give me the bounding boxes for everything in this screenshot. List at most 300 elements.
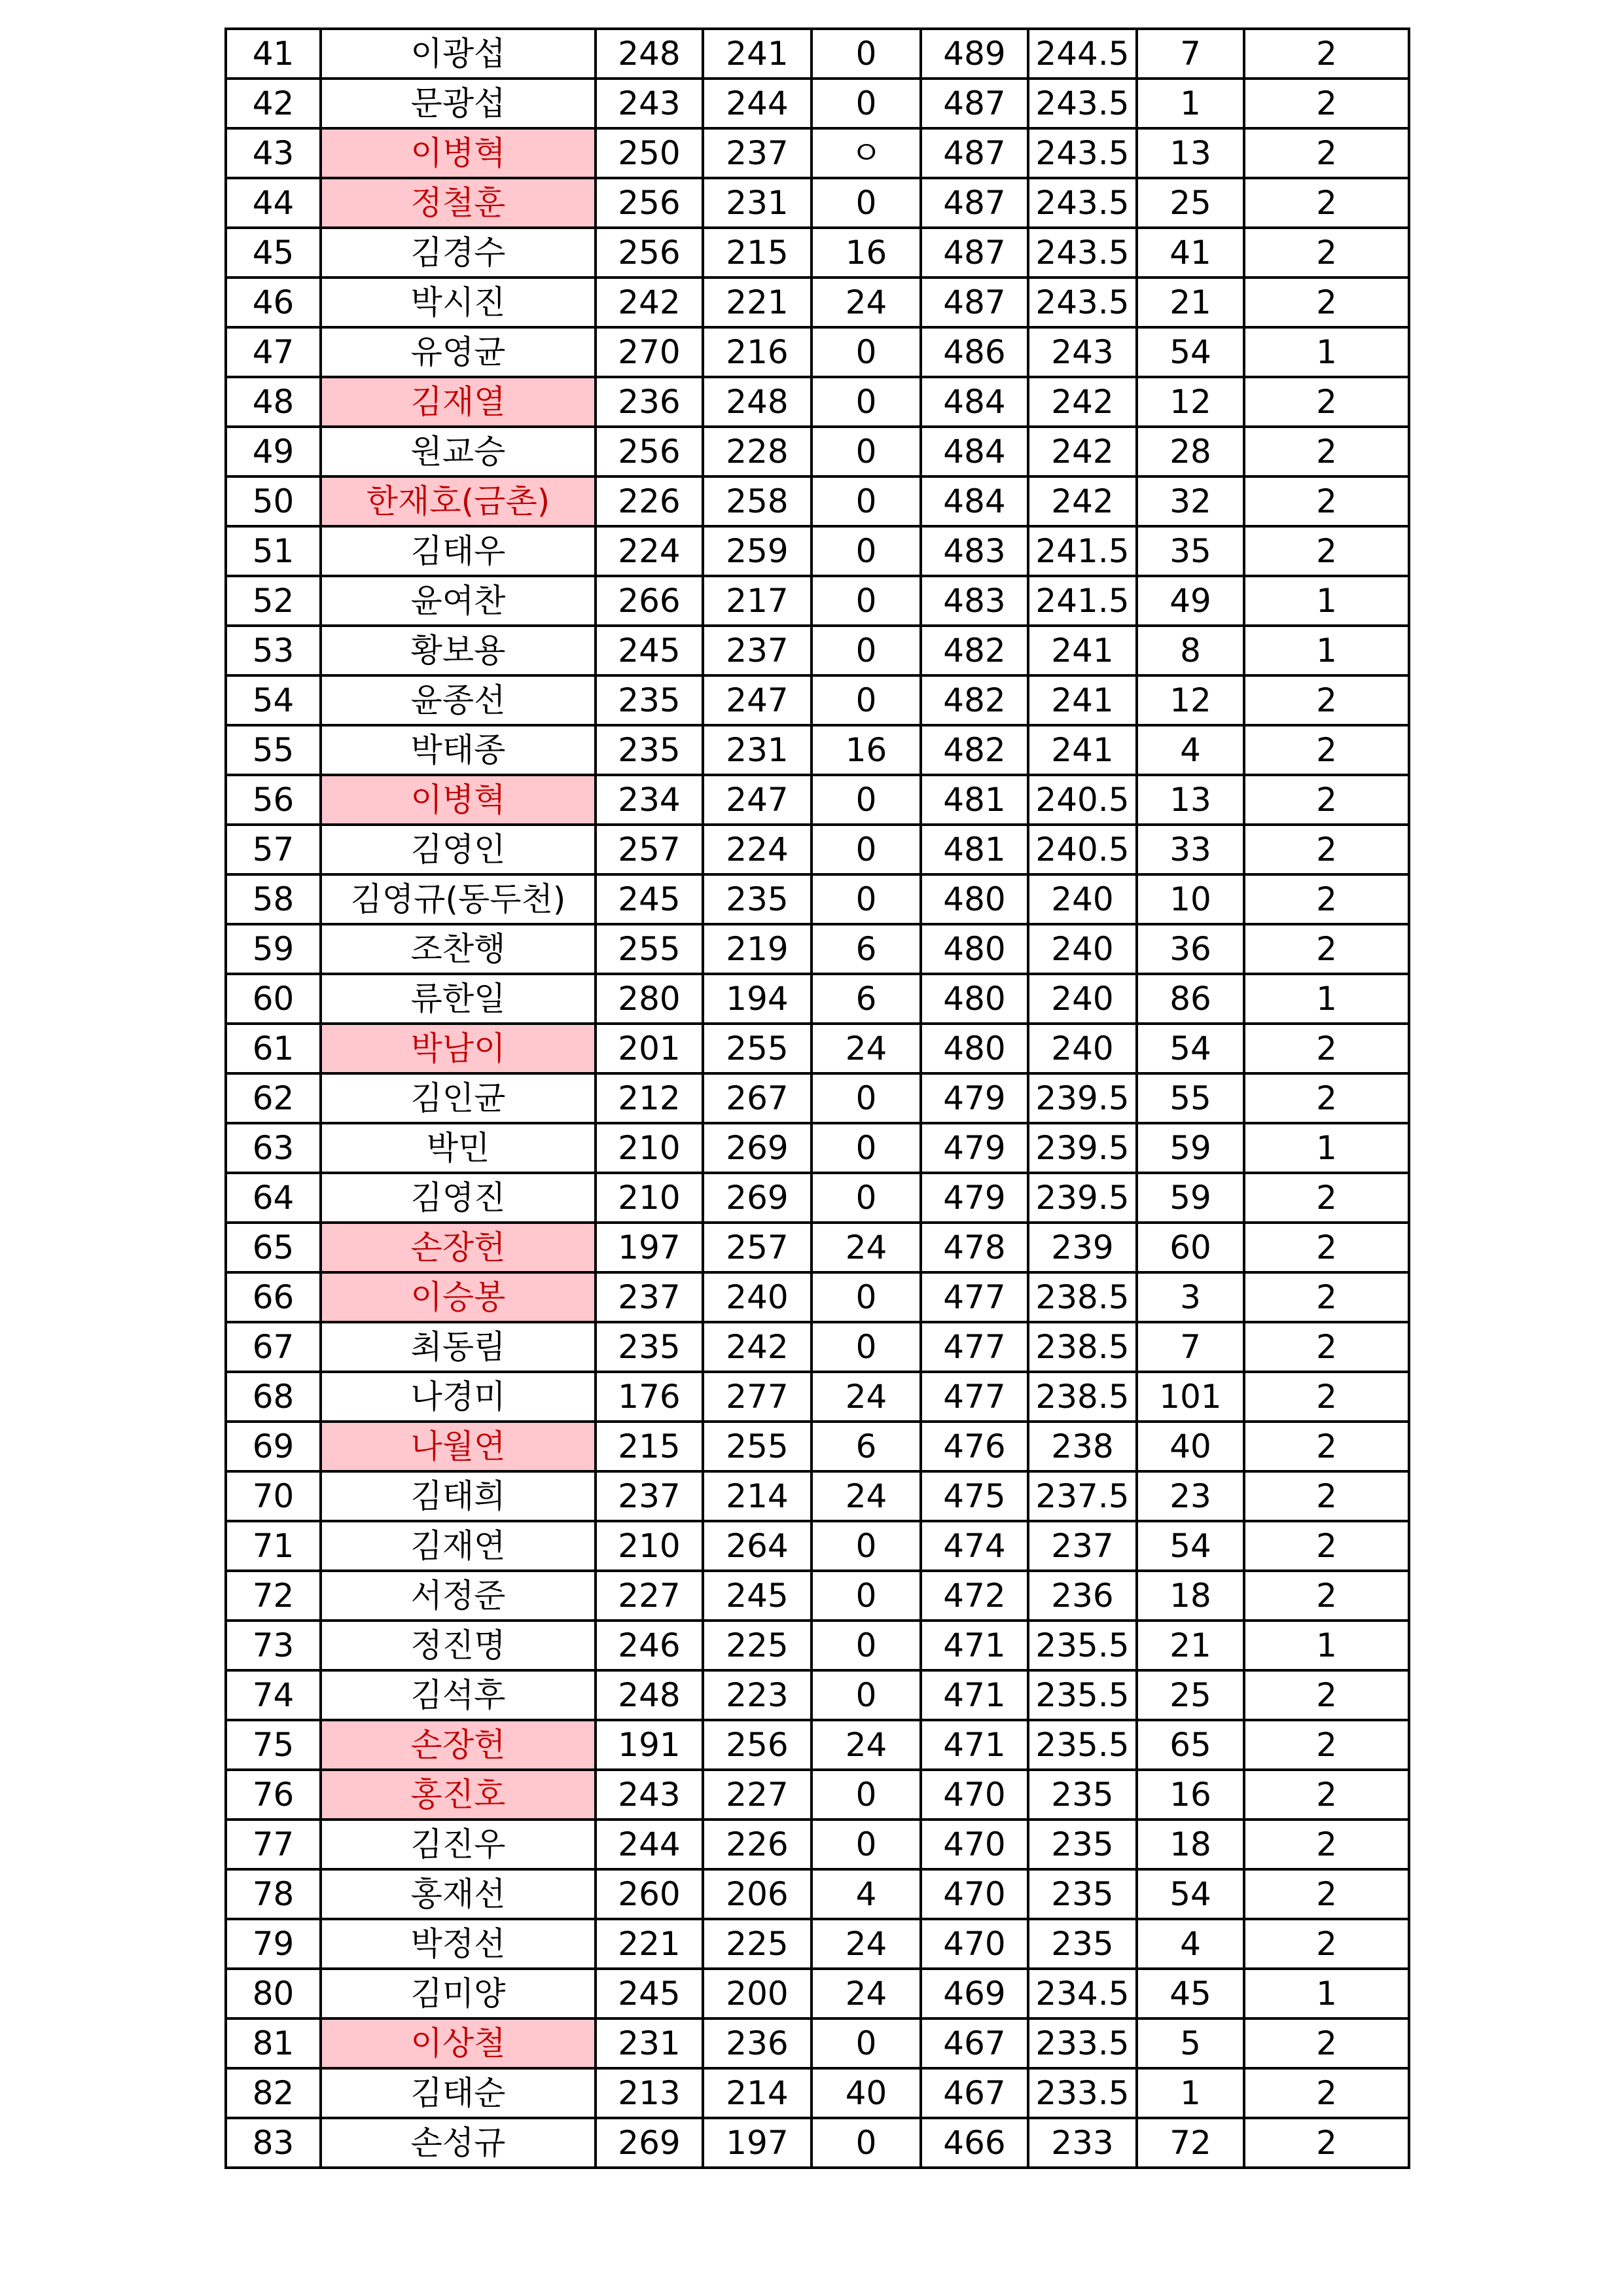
score-2-cell: 269 [703, 1123, 812, 1173]
total-cell: 474 [921, 1521, 1028, 1571]
group-cell: 1 [1244, 576, 1409, 626]
table-row [226, 327, 1409, 377]
difference-cell: 59 [1137, 1173, 1244, 1223]
total-cell: 487 [921, 79, 1028, 128]
group-cell: 2 [1244, 1670, 1409, 1720]
score-2-cell: 256 [703, 1720, 812, 1770]
difference-cell: 54 [1137, 1024, 1244, 1073]
score-2-cell: 206 [703, 1869, 812, 1919]
name-cell: 이병혁 [321, 128, 596, 178]
group-cell: 2 [1244, 825, 1409, 874]
bonus-cell: 0 [812, 874, 921, 924]
name-cell: 문광섭 [321, 79, 596, 128]
average-cell: 239.5 [1028, 1073, 1137, 1123]
score-1-cell: 201 [596, 1024, 703, 1073]
bonus-cell: 0 [812, 1173, 921, 1223]
score-2-cell: 236 [703, 2018, 812, 2068]
average-cell: 241 [1028, 725, 1137, 775]
score-1-cell: 244 [596, 1820, 703, 1869]
average-cell: 241 [1028, 675, 1137, 725]
total-cell: 476 [921, 1422, 1028, 1471]
name-cell: 이광섭 [321, 29, 596, 79]
group-cell: 2 [1244, 1869, 1409, 1919]
difference-cell: 72 [1137, 2118, 1244, 2168]
rank-cell: 82 [226, 2068, 321, 2118]
score-2-cell: 219 [703, 924, 812, 974]
score-2-cell: 259 [703, 526, 812, 576]
average-cell: 239.5 [1028, 1123, 1137, 1173]
table-row [226, 1372, 1409, 1422]
score-1-cell: 212 [596, 1073, 703, 1123]
rank-cell: 83 [226, 2118, 321, 2168]
bonus-cell: 6 [812, 974, 921, 1024]
bonus-cell: 0 [812, 1571, 921, 1621]
group-cell: 1 [1244, 1969, 1409, 2018]
difference-cell: 86 [1137, 974, 1244, 1024]
rank-cell: 53 [226, 626, 321, 675]
table-row [226, 1024, 1409, 1073]
table-row [226, 1223, 1409, 1272]
table-row [226, 1670, 1409, 1720]
total-cell: 479 [921, 1123, 1028, 1173]
bonus-cell: 0 [812, 1621, 921, 1670]
name-cell: 박시진 [321, 278, 596, 327]
total-cell: 484 [921, 476, 1028, 526]
score-1-cell: 260 [596, 1869, 703, 1919]
name-cell: 김인균 [321, 1073, 596, 1123]
score-2-cell: 277 [703, 1372, 812, 1422]
score-1-cell: 243 [596, 79, 703, 128]
score-1-cell: 210 [596, 1173, 703, 1223]
bonus-cell: 0 [812, 178, 921, 228]
score-1-cell: 256 [596, 178, 703, 228]
total-cell: 470 [921, 1820, 1028, 1869]
total-cell: 469 [921, 1969, 1028, 2018]
total-cell: 472 [921, 1571, 1028, 1621]
score-1-cell: 245 [596, 1969, 703, 2018]
name-cell: 김태우 [321, 526, 596, 576]
group-cell: 2 [1244, 228, 1409, 278]
difference-cell: 10 [1137, 874, 1244, 924]
rank-cell: 79 [226, 1919, 321, 1969]
bonus-cell: 16 [812, 725, 921, 775]
bonus-cell: 0 [812, 427, 921, 476]
rank-cell: 58 [226, 874, 321, 924]
bonus-cell: 24 [812, 1223, 921, 1272]
bonus-cell: 0 [812, 2118, 921, 2168]
group-cell: 2 [1244, 1024, 1409, 1073]
rank-cell: 50 [226, 476, 321, 526]
rank-cell: 55 [226, 725, 321, 775]
score-2-cell: 217 [703, 576, 812, 626]
score-2-cell: 258 [703, 476, 812, 526]
total-cell: 482 [921, 626, 1028, 675]
rank-cell: 64 [226, 1173, 321, 1223]
table-row [226, 1869, 1409, 1919]
total-cell: 480 [921, 1024, 1028, 1073]
name-cell: 나경미 [321, 1372, 596, 1422]
total-cell: 480 [921, 924, 1028, 974]
rank-cell: 51 [226, 526, 321, 576]
group-cell: 2 [1244, 1272, 1409, 1322]
difference-cell: 12 [1137, 377, 1244, 427]
table-row [226, 476, 1409, 526]
table-row [226, 1969, 1409, 2018]
bonus-cell: 0 [812, 526, 921, 576]
total-cell: 486 [921, 327, 1028, 377]
average-cell: 240.5 [1028, 825, 1137, 874]
score-1-cell: 197 [596, 1223, 703, 1272]
bonus-cell: 0 [812, 1073, 921, 1123]
bonus-cell: 0 [812, 377, 921, 427]
difference-cell: 4 [1137, 725, 1244, 775]
score-1-cell: 213 [596, 2068, 703, 2118]
score-2-cell: 228 [703, 427, 812, 476]
table-row [226, 974, 1409, 1024]
score-1-cell: 235 [596, 1322, 703, 1372]
name-cell: 김재연 [321, 1521, 596, 1571]
name-cell: 김경수 [321, 228, 596, 278]
table-row [226, 675, 1409, 725]
total-cell: 487 [921, 178, 1028, 228]
difference-cell: 3 [1137, 1272, 1244, 1322]
average-cell: 240 [1028, 974, 1137, 1024]
rank-cell: 54 [226, 675, 321, 725]
total-cell: 487 [921, 128, 1028, 178]
table-row [226, 1720, 1409, 1770]
total-cell: 487 [921, 278, 1028, 327]
table-row [226, 228, 1409, 278]
bonus-cell: 0 [812, 1322, 921, 1372]
average-cell: 235 [1028, 1919, 1137, 1969]
score-1-cell: 191 [596, 1720, 703, 1770]
name-cell: 손장헌 [321, 1223, 596, 1272]
total-cell: 470 [921, 1770, 1028, 1820]
score-1-cell: 235 [596, 675, 703, 725]
total-cell: 482 [921, 675, 1028, 725]
average-cell: 242 [1028, 476, 1137, 526]
score-2-cell: 223 [703, 1670, 812, 1720]
difference-cell: 101 [1137, 1372, 1244, 1422]
rank-cell: 68 [226, 1372, 321, 1422]
group-cell: 2 [1244, 725, 1409, 775]
difference-cell: 45 [1137, 1969, 1244, 2018]
average-cell: 235.5 [1028, 1621, 1137, 1670]
total-cell: 487 [921, 228, 1028, 278]
bonus-cell: 0 [812, 2018, 921, 2068]
bonus-cell: 0 [812, 1272, 921, 1322]
total-cell: 477 [921, 1272, 1028, 1322]
average-cell: 242 [1028, 377, 1137, 427]
score-1-cell: 234 [596, 775, 703, 825]
average-cell: 240 [1028, 1024, 1137, 1073]
rank-cell: 76 [226, 1770, 321, 1820]
total-cell: 480 [921, 874, 1028, 924]
name-cell: 정진명 [321, 1621, 596, 1670]
name-cell: 김미양 [321, 1969, 596, 2018]
table-row [226, 1471, 1409, 1521]
difference-cell: 7 [1137, 1322, 1244, 1372]
name-cell: 류한일 [321, 974, 596, 1024]
table-row [226, 924, 1409, 974]
group-cell: 2 [1244, 278, 1409, 327]
average-cell: 243.5 [1028, 278, 1137, 327]
average-cell: 240 [1028, 874, 1137, 924]
average-cell: 238.5 [1028, 1322, 1137, 1372]
average-cell: 238 [1028, 1422, 1137, 1471]
bonus-cell: 0 [812, 327, 921, 377]
average-cell: 243.5 [1028, 228, 1137, 278]
group-cell: 2 [1244, 1919, 1409, 1969]
average-cell: 239 [1028, 1223, 1137, 1272]
total-cell: 483 [921, 576, 1028, 626]
group-cell: 2 [1244, 1571, 1409, 1621]
bonus-cell: 0 [812, 79, 921, 128]
difference-cell: 8 [1137, 626, 1244, 675]
group-cell: 2 [1244, 178, 1409, 228]
rank-cell: 52 [226, 576, 321, 626]
name-cell: 김석후 [321, 1670, 596, 1720]
name-cell: 서정준 [321, 1571, 596, 1621]
bonus-cell: 0 [812, 1670, 921, 1720]
rank-cell: 47 [226, 327, 321, 377]
table-row [226, 1919, 1409, 1969]
total-cell: 475 [921, 1471, 1028, 1521]
average-cell: 243.5 [1028, 128, 1137, 178]
score-1-cell: 215 [596, 1422, 703, 1471]
name-cell: 윤종선 [321, 675, 596, 725]
name-cell: 나월연 [321, 1422, 596, 1471]
bonus-cell: 0 [812, 1521, 921, 1571]
rank-cell: 70 [226, 1471, 321, 1521]
bonus-cell: 0 [812, 576, 921, 626]
rank-cell: 67 [226, 1322, 321, 1372]
table-row [226, 1272, 1409, 1322]
score-2-cell: 245 [703, 1571, 812, 1621]
rank-cell: 72 [226, 1571, 321, 1621]
average-cell: 234.5 [1028, 1969, 1137, 2018]
rank-cell: 49 [226, 427, 321, 476]
score-2-cell: 241 [703, 29, 812, 79]
bonus-cell: 0 [812, 825, 921, 874]
difference-cell: 7 [1137, 29, 1244, 79]
name-cell: 이병혁 [321, 775, 596, 825]
group-cell: 2 [1244, 476, 1409, 526]
total-cell: 484 [921, 427, 1028, 476]
rank-cell: 65 [226, 1223, 321, 1272]
score-2-cell: 264 [703, 1521, 812, 1571]
average-cell: 241.5 [1028, 526, 1137, 576]
table-row [226, 1571, 1409, 1621]
average-cell: 243.5 [1028, 178, 1137, 228]
group-cell: 2 [1244, 1422, 1409, 1471]
average-cell: 236 [1028, 1571, 1137, 1621]
score-2-cell: 257 [703, 1223, 812, 1272]
score-1-cell: 231 [596, 2018, 703, 2068]
average-cell: 242 [1028, 427, 1137, 476]
difference-cell: 25 [1137, 1670, 1244, 1720]
rank-cell: 41 [226, 29, 321, 79]
bonus-cell: 0 [812, 675, 921, 725]
difference-cell: 54 [1137, 327, 1244, 377]
difference-cell: 23 [1137, 1471, 1244, 1521]
average-cell: 239.5 [1028, 1173, 1137, 1223]
total-cell: 489 [921, 29, 1028, 79]
name-cell: 김영진 [321, 1173, 596, 1223]
name-cell: 원교승 [321, 427, 596, 476]
score-2-cell: 215 [703, 228, 812, 278]
score-1-cell: 235 [596, 725, 703, 775]
score-2-cell: 221 [703, 278, 812, 327]
total-cell: 477 [921, 1322, 1028, 1372]
group-cell: 2 [1244, 874, 1409, 924]
total-cell: 480 [921, 974, 1028, 1024]
score-1-cell: 210 [596, 1521, 703, 1571]
score-2-cell: 216 [703, 327, 812, 377]
total-cell: 481 [921, 825, 1028, 874]
bonus-cell: 0 [812, 29, 921, 79]
table-row [226, 1621, 1409, 1670]
name-cell: 김영규(동두천) [321, 874, 596, 924]
difference-cell: 28 [1137, 427, 1244, 476]
score-1-cell: 256 [596, 427, 703, 476]
table-row [226, 1820, 1409, 1869]
table-row [226, 2018, 1409, 2068]
bonus-cell: 24 [812, 1969, 921, 2018]
bonus-cell: 0 [812, 1770, 921, 1820]
score-2-cell: 214 [703, 1471, 812, 1521]
difference-cell: 18 [1137, 1820, 1244, 1869]
difference-cell: 25 [1137, 178, 1244, 228]
bonus-cell: 0 [812, 476, 921, 526]
name-cell: 홍진호 [321, 1770, 596, 1820]
average-cell: 240.5 [1028, 775, 1137, 825]
total-cell: 466 [921, 2118, 1028, 2168]
rank-cell: 61 [226, 1024, 321, 1073]
group-cell: 2 [1244, 1720, 1409, 1770]
bonus-cell: 40 [812, 2068, 921, 2118]
difference-cell: 54 [1137, 1521, 1244, 1571]
table-row [226, 2118, 1409, 2168]
score-2-cell: 244 [703, 79, 812, 128]
score-1-cell: 236 [596, 377, 703, 427]
score-2-cell: 237 [703, 128, 812, 178]
group-cell: 2 [1244, 775, 1409, 825]
name-cell: 홍재선 [321, 1869, 596, 1919]
score-1-cell: 248 [596, 1670, 703, 1720]
group-cell: 2 [1244, 1073, 1409, 1123]
bonus-cell: 0 [812, 1820, 921, 1869]
score-table [224, 27, 1410, 2169]
score-2-cell: 247 [703, 675, 812, 725]
name-cell: 유영균 [321, 327, 596, 377]
group-cell: 2 [1244, 675, 1409, 725]
group-cell: 2 [1244, 1372, 1409, 1422]
rank-cell: 44 [226, 178, 321, 228]
score-2-cell: 248 [703, 377, 812, 427]
rank-cell: 80 [226, 1969, 321, 2018]
table-row [226, 775, 1409, 825]
average-cell: 237 [1028, 1521, 1137, 1571]
name-cell: 김진우 [321, 1820, 596, 1869]
bonus-cell: 24 [812, 1372, 921, 1422]
score-1-cell: 256 [596, 228, 703, 278]
group-cell: 2 [1244, 1521, 1409, 1571]
total-cell: 479 [921, 1173, 1028, 1223]
group-cell: 2 [1244, 1820, 1409, 1869]
difference-cell: 13 [1137, 128, 1244, 178]
score-1-cell: 246 [596, 1621, 703, 1670]
table-row [226, 874, 1409, 924]
table-row [226, 526, 1409, 576]
difference-cell: 36 [1137, 924, 1244, 974]
table-row [226, 825, 1409, 874]
score-2-cell: 242 [703, 1322, 812, 1372]
difference-cell: 1 [1137, 79, 1244, 128]
name-cell: 손성규 [321, 2118, 596, 2168]
group-cell: 1 [1244, 327, 1409, 377]
difference-cell: 33 [1137, 825, 1244, 874]
bonus-cell: 6 [812, 924, 921, 974]
table-row [226, 1173, 1409, 1223]
rank-cell: 45 [226, 228, 321, 278]
score-1-cell: 245 [596, 626, 703, 675]
group-cell: 2 [1244, 29, 1409, 79]
score-1-cell: 245 [596, 874, 703, 924]
rank-cell: 73 [226, 1621, 321, 1670]
score-2-cell: 269 [703, 1173, 812, 1223]
score-2-cell: 214 [703, 2068, 812, 2118]
table-row [226, 576, 1409, 626]
difference-cell: 55 [1137, 1073, 1244, 1123]
difference-cell: 12 [1137, 675, 1244, 725]
total-cell: 471 [921, 1670, 1028, 1720]
rank-cell: 63 [226, 1123, 321, 1173]
group-cell: 2 [1244, 1770, 1409, 1820]
difference-cell: 32 [1137, 476, 1244, 526]
name-cell: 김태순 [321, 2068, 596, 2118]
average-cell: 243.5 [1028, 79, 1137, 128]
score-2-cell: 231 [703, 178, 812, 228]
rank-cell: 43 [226, 128, 321, 178]
difference-cell: 21 [1137, 1621, 1244, 1670]
name-cell: 박정선 [321, 1919, 596, 1969]
average-cell: 235 [1028, 1869, 1137, 1919]
score-1-cell: 280 [596, 974, 703, 1024]
name-cell: 조찬행 [321, 924, 596, 974]
score-2-cell: 197 [703, 2118, 812, 2168]
rank-cell: 62 [226, 1073, 321, 1123]
average-cell: 243 [1028, 327, 1137, 377]
table-row [226, 1770, 1409, 1820]
total-cell: 478 [921, 1223, 1028, 1272]
total-cell: 467 [921, 2018, 1028, 2068]
group-cell: 2 [1244, 2118, 1409, 2168]
rank-cell: 60 [226, 974, 321, 1024]
score-1-cell: 176 [596, 1372, 703, 1422]
group-cell: 2 [1244, 1471, 1409, 1521]
name-cell: 손장헌 [321, 1720, 596, 1770]
group-cell: 2 [1244, 924, 1409, 974]
score-1-cell: 226 [596, 476, 703, 526]
bonus-cell: 24 [812, 1024, 921, 1073]
rank-cell: 46 [226, 278, 321, 327]
bonus-cell: ㅇ [812, 128, 921, 178]
score-2-cell: 200 [703, 1969, 812, 2018]
name-cell: 한재호(금촌) [321, 476, 596, 526]
average-cell: 233 [1028, 2118, 1137, 2168]
table-row [226, 427, 1409, 476]
